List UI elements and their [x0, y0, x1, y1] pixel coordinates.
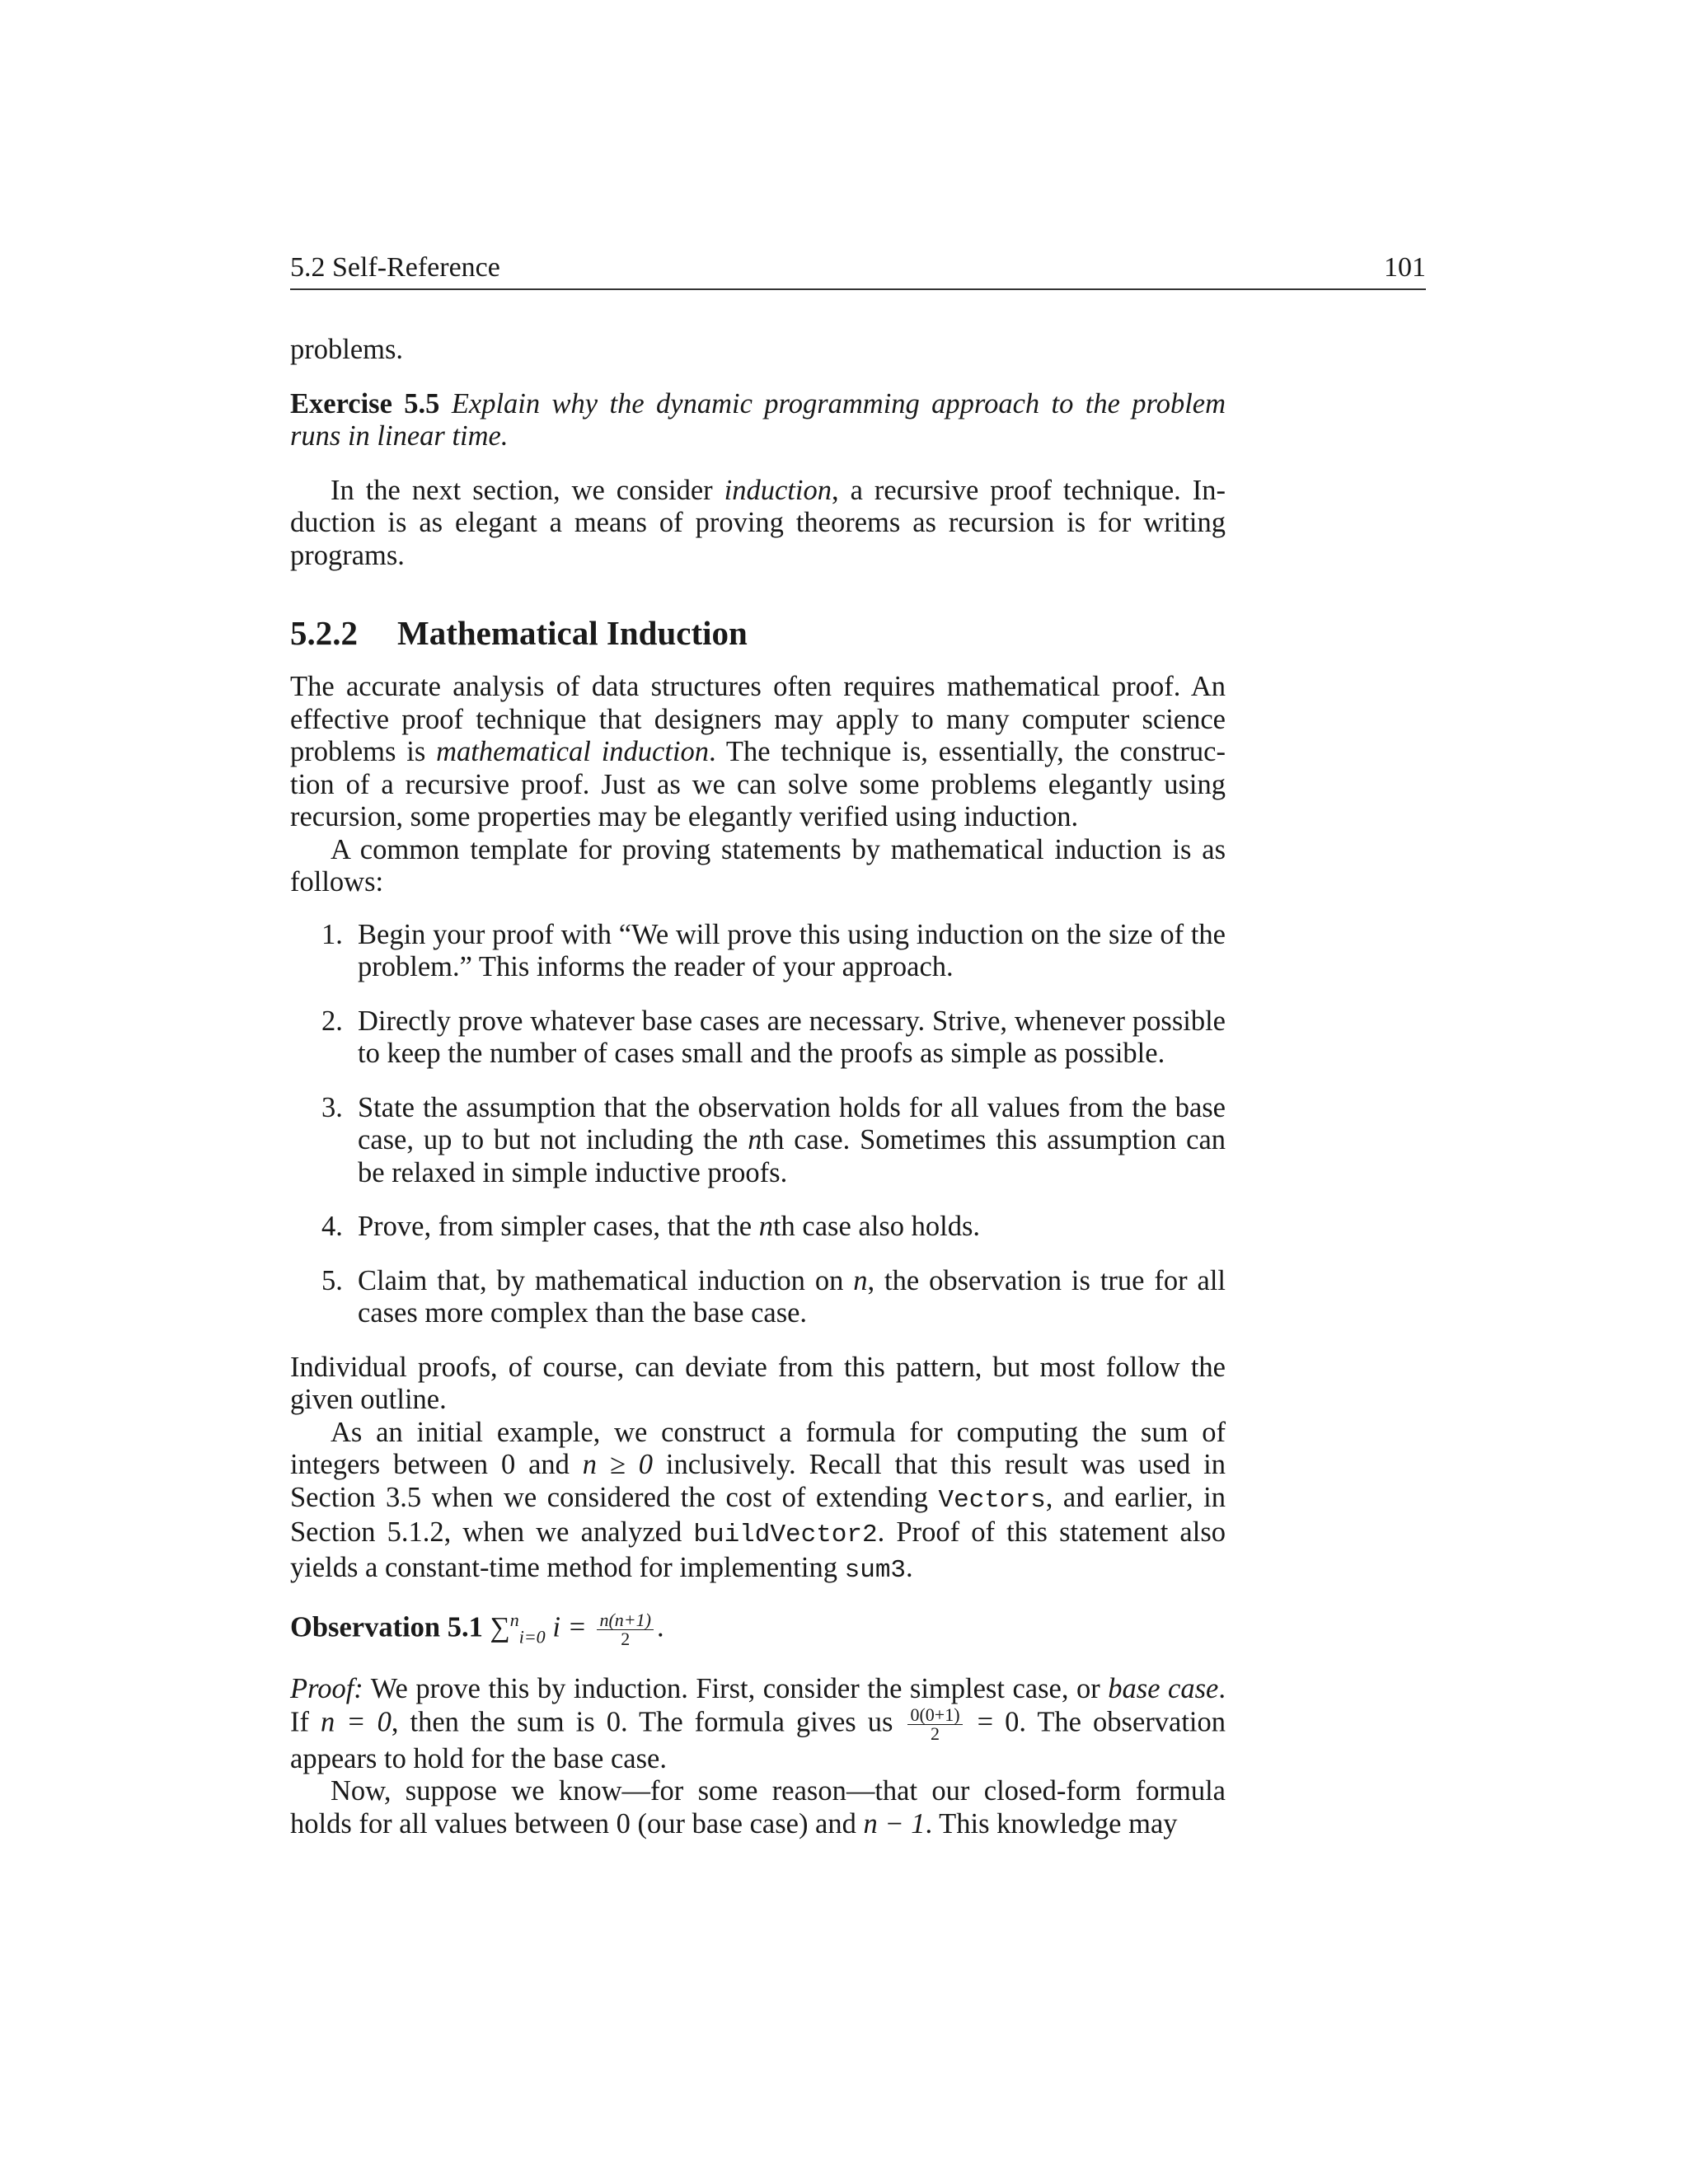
section-title: Mathematical Induction — [397, 614, 748, 652]
fraction — [907, 1706, 962, 1743]
summation-symbol: ∑ — [490, 1612, 510, 1643]
math: i = — [552, 1611, 587, 1643]
list-item-text — [358, 1092, 1226, 1188]
text-run: We prove this by induction. First, consider the simplest case, or — [363, 1673, 1109, 1704]
math: 0 — [606, 1705, 621, 1737]
fraction-denominator: 2 — [621, 1629, 631, 1649]
list-marker: 1. — [321, 918, 343, 950]
math: n — [758, 1211, 773, 1242]
text-run: As an initial example, we construct a formula for computing the sum of integers between — [290, 1416, 1226, 1480]
fraction-numerator: n(n+1) — [597, 1611, 654, 1630]
text-run: inclusively. Recall that this result was used in Section 3.5 when we considered the cost of extending — [290, 1449, 1226, 1513]
text-run: and — [515, 1449, 583, 1480]
text-run: . — [656, 1611, 664, 1643]
text-run: , a recursive proof technique. Induction is as elegant a means of proving theorems as recursion is for writing programs. — [290, 474, 1226, 571]
text-run: , and earlier, in Section 5.1.2, when we analyzed — [290, 1481, 1226, 1548]
list-marker: 2. — [321, 1005, 343, 1037]
text-run: . The observation appears to hold for the base case. — [290, 1705, 1226, 1774]
list-item-text: Begin your proof with “We will prove this using induction on the size of the problem.” This informs the reader of your approach. — [358, 918, 1226, 982]
list-item-text — [358, 1265, 1226, 1329]
text-run: th case also holds. — [772, 1211, 981, 1242]
emphasis: base case — [1108, 1673, 1219, 1704]
paragraph — [290, 475, 1226, 573]
numbered-list — [290, 919, 1226, 1330]
header-section-title: 5.2 Self-Reference — [290, 252, 500, 283]
list-item — [290, 1265, 1226, 1330]
paragraph — [290, 1417, 1226, 1587]
text-run: . This knowledge may — [925, 1807, 1178, 1840]
proof-label: Proof: — [290, 1673, 363, 1704]
exercise — [290, 388, 1226, 453]
body-text — [290, 334, 1226, 1840]
code: Vectors — [938, 1485, 1046, 1515]
list-marker: 5. — [321, 1264, 343, 1296]
text-run: , then the sum is — [391, 1705, 607, 1737]
paragraph: Individual proofs, of course, can deviate from this pattern, but most follow the given outline. — [290, 1351, 1226, 1415]
text-run: Claim that, by mathematical induction on — [358, 1264, 854, 1296]
exercise-text: Explain why the dynamic programming approach to the problem runs in linear time. — [290, 387, 1226, 452]
section-heading — [290, 613, 1226, 653]
sum-lower-limit: i=0 — [518, 1626, 546, 1647]
text-run: . If — [290, 1673, 1226, 1737]
running-header — [290, 249, 1426, 290]
math: n — [748, 1124, 762, 1155]
text-run: . Proof of this statement also yields a constant-time method for implementing — [290, 1516, 1226, 1583]
emphasis: mathematical induction — [436, 736, 710, 767]
math: 0 — [500, 1449, 516, 1480]
paragraph — [290, 671, 1226, 834]
list-item — [290, 1005, 1226, 1071]
emphasis: induction — [724, 474, 832, 506]
fraction-numerator: 0(0+1) — [907, 1706, 962, 1725]
exercise-label: Exercise 5.5 — [290, 387, 440, 419]
math: n — [853, 1264, 868, 1296]
text-run: . The formula gives us — [620, 1705, 905, 1737]
list-marker: 4. — [321, 1211, 343, 1242]
fraction-denominator: 2 — [931, 1722, 940, 1744]
observation-label: Observation 5.1 — [290, 1611, 483, 1643]
list-item — [290, 1211, 1226, 1244]
section-number: 5.2.2 — [290, 614, 358, 652]
text-run: , the observation is true for all cases more complex than the base case. — [358, 1264, 1226, 1329]
fraction — [597, 1611, 654, 1648]
text-run: The accurate analysis of data structures often requires mathematical proof. An effective proof technique that designers may apply to many computer science problems is — [290, 671, 1226, 767]
page-number: 101 — [1384, 252, 1426, 283]
text-run: In the next section, we consider — [331, 474, 724, 506]
paragraph: problems. — [290, 334, 404, 365]
math: n − 1 — [863, 1807, 926, 1840]
paragraph: A common template for proving statements by mathematical induction is as follows: — [290, 833, 1226, 898]
code: sum3 — [844, 1555, 907, 1585]
code: buildVector2 — [693, 1521, 878, 1549]
list-item — [290, 1092, 1226, 1190]
text-run: . The technique is, essentially, the construction of a recursive proof. Just as we can solve some problems elegantly using recursion, some properties may be elegantly verified using induction. — [290, 736, 1226, 832]
math: = 0 — [977, 1705, 1020, 1737]
text-run: Prove, from simpler cases, that the — [358, 1211, 759, 1242]
list-item — [290, 919, 1226, 984]
list-item-text — [358, 1211, 980, 1242]
math: 0 — [616, 1807, 631, 1840]
list-marker: 3. — [321, 1091, 343, 1123]
paragraph — [290, 1775, 1226, 1840]
observation — [290, 1611, 1226, 1648]
math: n ≥ 0 — [582, 1449, 654, 1480]
math: n = 0 — [321, 1705, 392, 1737]
text-run: Now, suppose we know—for some reason—that our closed-form formula holds for all values between — [290, 1775, 1226, 1840]
text-run: . — [906, 1551, 913, 1583]
proof — [290, 1673, 1226, 1775]
text-run: State the assumption that the observation holds for all values from the base case, up to but not including the — [358, 1091, 1226, 1155]
text-run: (our base case) and — [630, 1807, 864, 1840]
sum-upper-limit: n — [509, 1609, 519, 1630]
text-run: th case. Sometimes this assumption can be relaxed in simple inductive proofs. — [358, 1124, 1226, 1188]
list-item-text: Directly prove whatever base cases are necessary. Strive, whenever possible to keep the number of cases small and the proofs as simple as possible. — [358, 1005, 1226, 1069]
